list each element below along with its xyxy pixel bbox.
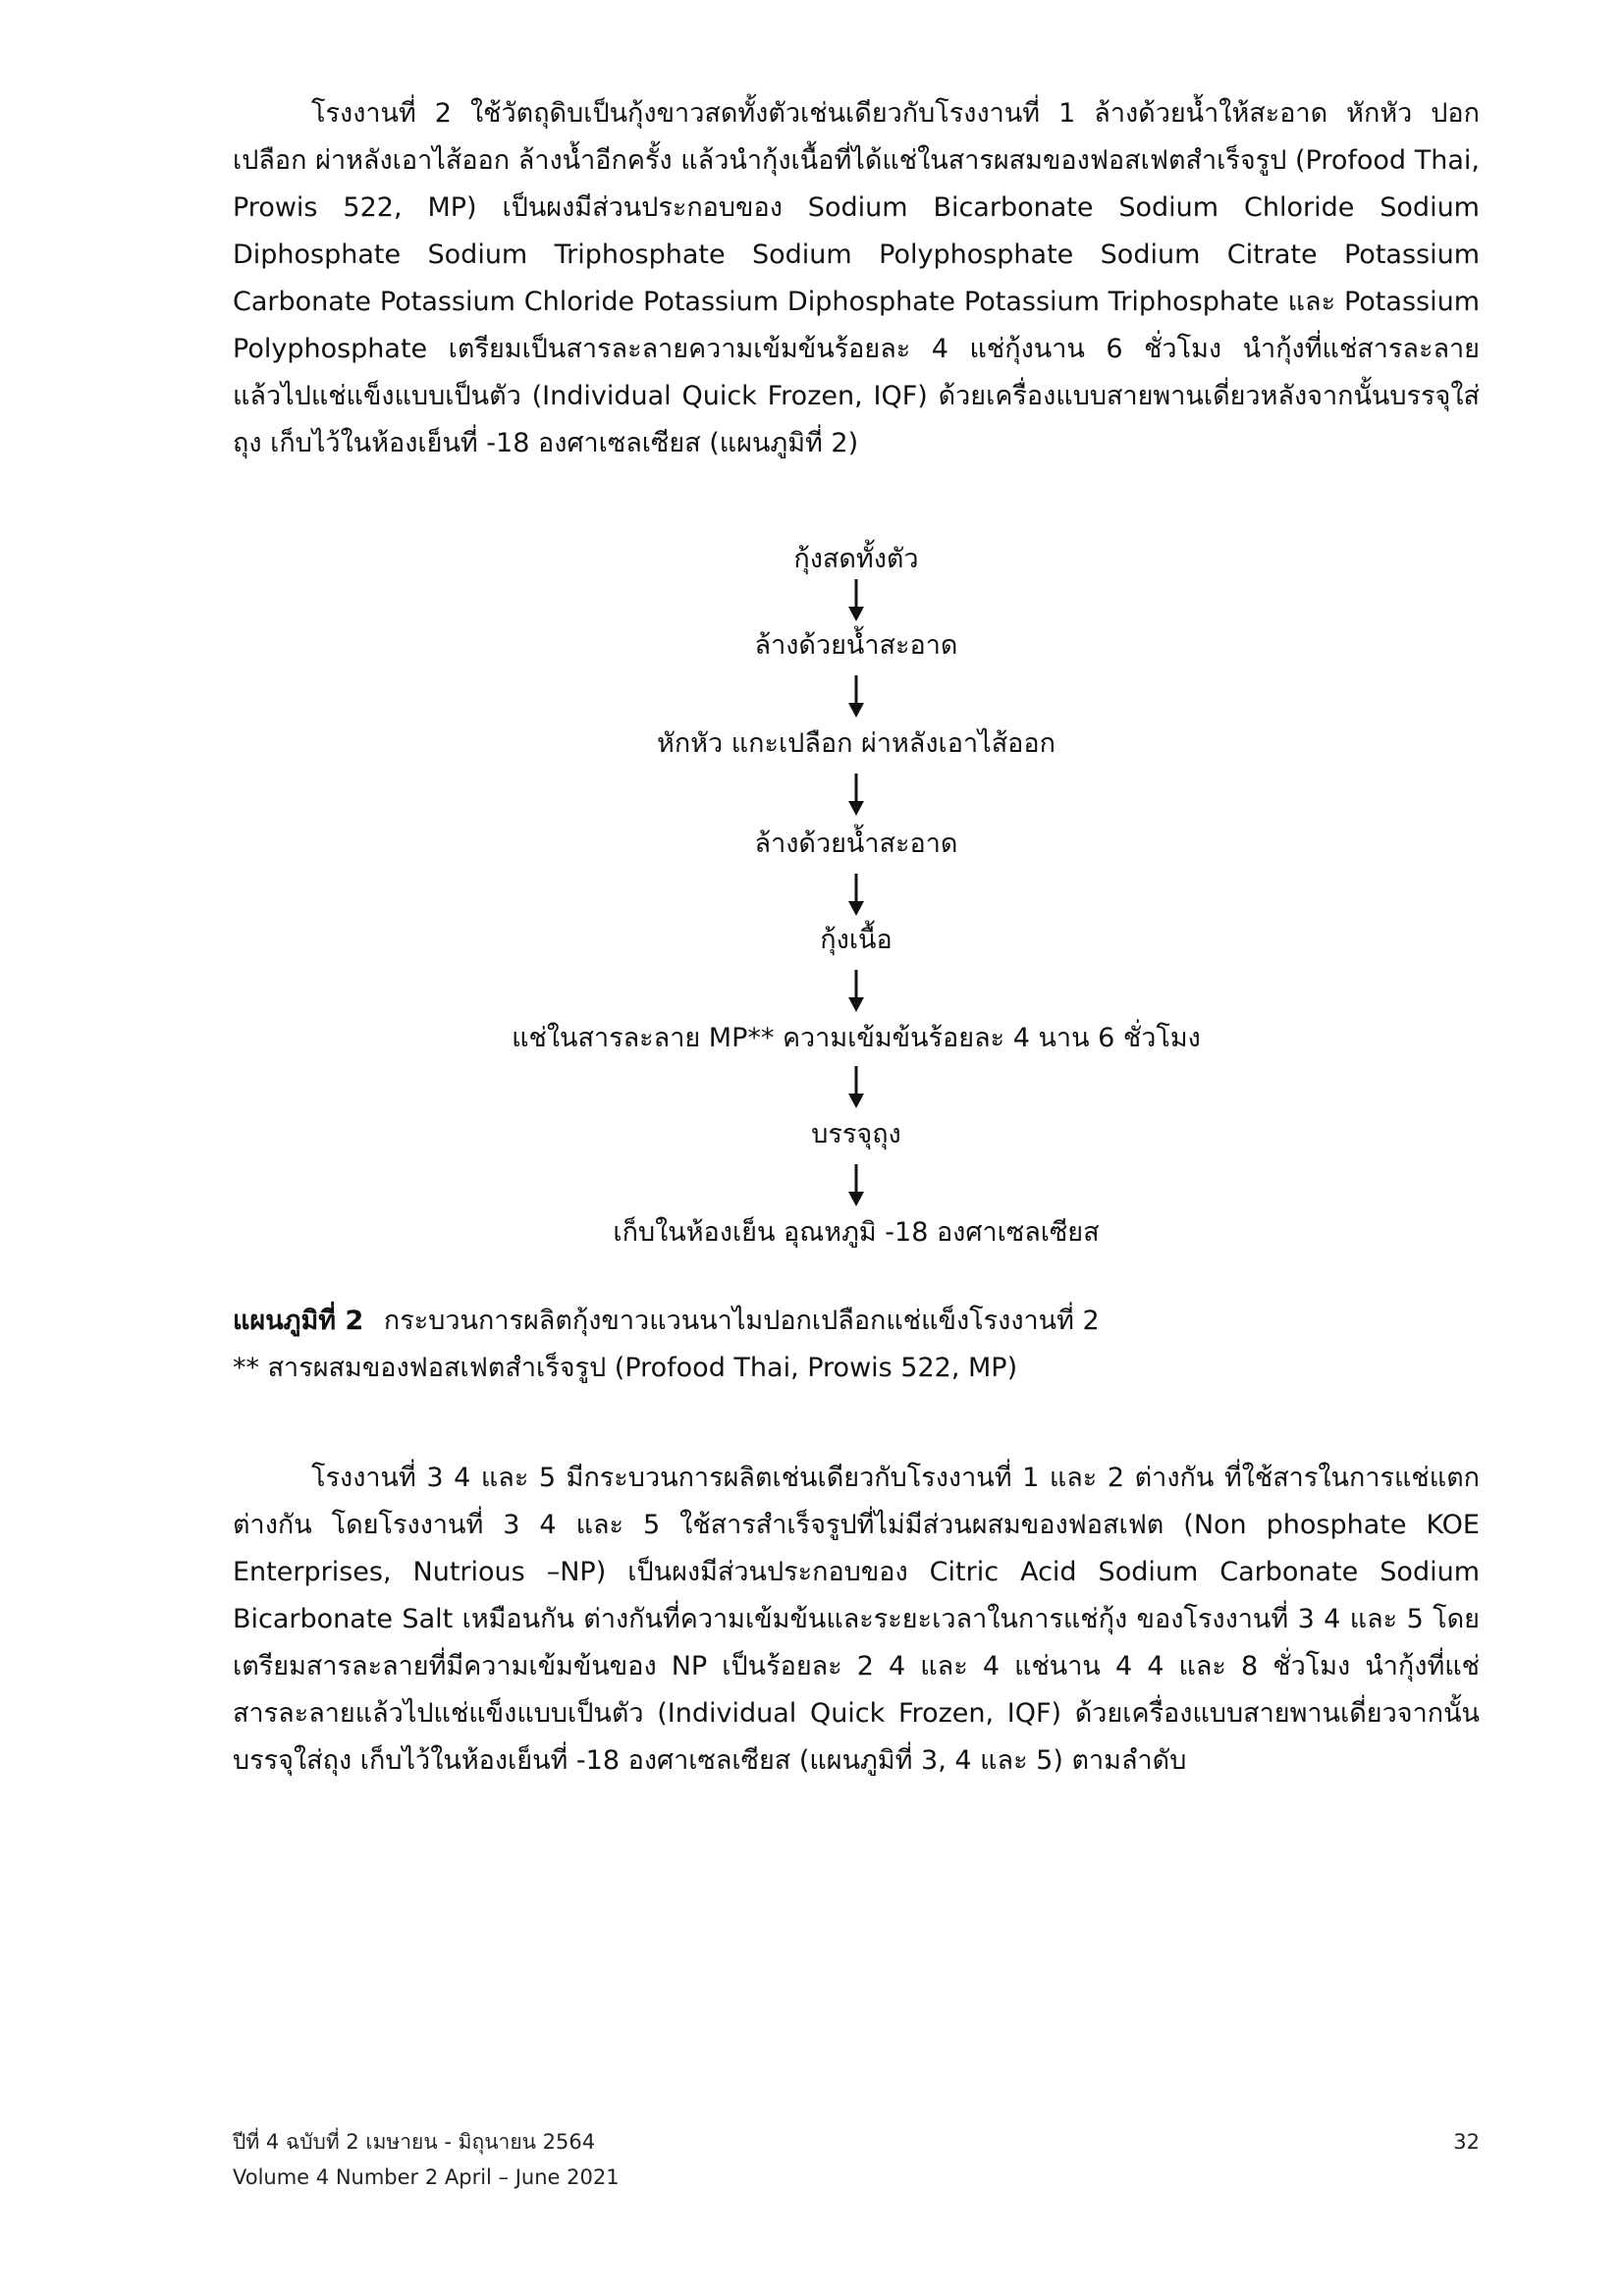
footer-english: Volume 4 Number 2 April – June 2021 [233,2165,620,2189]
caption-line [233,1298,1480,1345]
flow-step-2: ล้างด้วยน้ำสะอาด [754,630,958,661]
down-arrow-icon [847,579,865,622]
flow-step-6: แช่ในสารละลาย MP** ความเข้มข้นร้อยละ 4 นาน 6 ชั่วโมง [512,1023,1201,1053]
footer-thai: ปีที่ 4 ฉบับที่ 2 เมษายน - มิถุนายน 2564 [233,2130,596,2154]
body-text-top [233,90,1480,467]
down-arrow-icon [847,1164,865,1207]
paragraph-1: โรงงานที่ 2 ใช้วัตถุดิบเป็นกุ้งขาวสดทั้งตัวเช่นเดียวกับโรงงานที่ 1 ล้างด้วยน้ำให้สะอาด หักหัว ปอกเปลือก ผ่าหลังเอาไส้ออก ล้างน้ำอีกครั้ง แล้วนำกุ้งเนื้อที่ได้แช่ในสารผสมของฟอสเฟตสำเร็จรูป (Profood Thai, Prowis 522, MP) เป็นผงมีส่วนประกอบของ Sodium Bicarbonate Sodium Chloride Sodium Diphosphate Sodium Triphosphate Sodium Polyphosphate Sodium Citrate Potassium Carbonate Potassium Chloride Potassium Diphosphate Potassium Triphosphate และ Potassium Polyphosphate เตรียมเป็นสารละลายความเข้มข้นร้อยละ 4 แช่กุ้งนาน 6 ชั่วโมง นำกุ้งที่แช่สารละลายแล้วไปแช่แข็งแบบเป็นตัว (Individual Quick Frozen, IQF) ด้วยเครื่องแบบสายพานเดี่ยวหลังจากนั้นบรรจุใส่ถุง เก็บไว้ในห้องเย็นที่ -18 องศาเซลเซียส (แผนภูมิที่ 2) [233,98,1480,458]
flow-step-4: ล้างด้วยน้ำสะอาด [754,828,958,859]
down-arrow-icon [847,774,865,817]
page-footer [233,2124,1480,2195]
flow-step-5: กุ้งเนื้อ [820,925,893,955]
down-arrow-icon [847,1066,865,1109]
flow-step-7: บรรจุถุง [811,1119,901,1149]
paragraph-2: โรงงานที่ 3 4 และ 5 มีกระบวนการผลิตเช่นเดียวกับโรงงานที่ 1 และ 2 ต่างกัน ที่ใช้สารในการแช่แตกต่างกัน โดยโรงงานที่ 3 4 และ 5 ใช้สารสำเร็จรูปที่ไม่มีส่วนผสมของฟอสเฟต (Non phosphate KOE Enterprises, Nutrious –NP) เป็นผงมีส่วนประกอบของ Citric Acid Sodium Carbonate Sodium Bicarbonate Salt เหมือนกัน ต่างกันที่ความเข้มข้นและระยะเวลาในการแช่กุ้ง ของโรงงานที่ 3 4 และ 5 โดยเตรียมสารละลายที่มีความเข้มข้นของ NP เป็นร้อยละ 2 4 และ 4 แช่นาน 4 4 และ 8 ชั่วโมง นำกุ้งที่แช่สารละลายแล้วไปแช่แข็งแบบเป็นตัว (Individual Quick Frozen, IQF) ด้วยเครื่องแบบสายพานเดี่ยวจากนั้นบรรจุใส่ถุง เก็บไว้ในห้องเย็นที่ -18 องศาเซลเซียส (แผนภูมิที่ 3, 4 และ 5) ตามลำดับ [233,1463,1480,1776]
figure-caption [233,1298,1480,1392]
down-arrow-icon [847,970,865,1013]
page-number: 32 [1453,2130,1480,2154]
down-arrow-icon [847,874,865,917]
caption-text: กระบวนการผลิตกุ้งขาวแวนนาไมปอกเปลือกแช่แข็งโรงงานที่ 2 [383,1306,1100,1336]
caption-note: ** สารผสมของฟอสเฟตสำเร็จรูป (Profood Thai, Prowis 522, MP) [233,1353,1018,1383]
flow-step-1: กุ้งสดทั้งตัว [793,544,919,574]
body-text-bottom [233,1455,1480,1785]
caption-label: แผนภูมิที่ 2 [233,1306,364,1336]
flow-step-8: เก็บในห้องเย็น อุณหภูมิ -18 องศาเซลเซียส [613,1217,1100,1248]
flow-step-3: หักหัว แกะเปลือก ผ่าหลังเอาไส้ออก [657,728,1056,759]
down-arrow-icon [847,675,865,719]
